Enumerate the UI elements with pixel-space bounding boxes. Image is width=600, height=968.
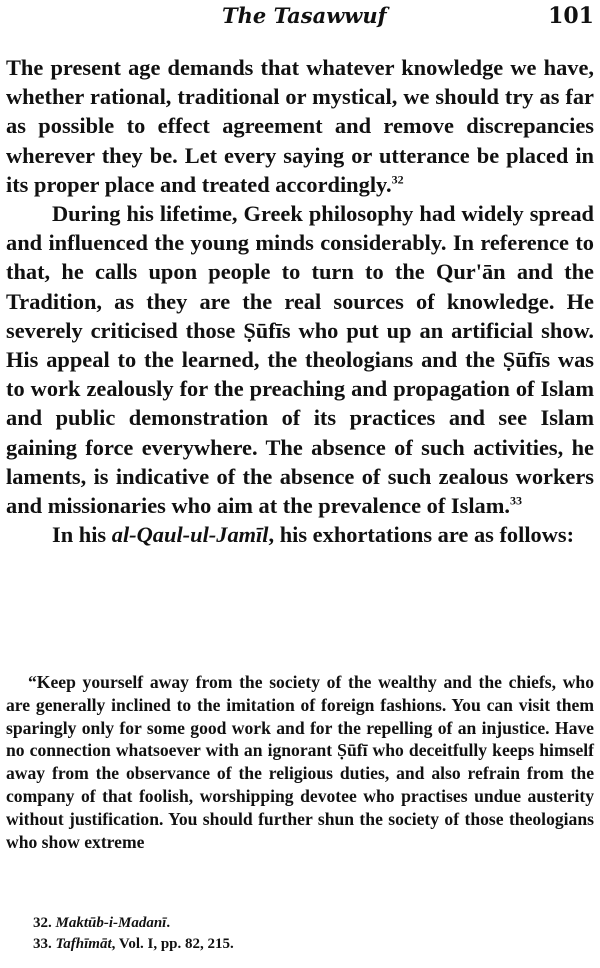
footnote-number: 32. (33, 915, 52, 931)
footnote-33 (33, 934, 593, 955)
paragraph-2 (6, 199, 594, 520)
running-title: The Tasawwuf (222, 3, 387, 28)
footnote-reference-32: 32 (391, 172, 404, 187)
footnote-32 (33, 913, 593, 934)
footnote-reference-33: 33 (510, 493, 522, 508)
main-text (6, 53, 594, 549)
footnote-number: 33. (33, 936, 52, 952)
footnote-source-detail: . (166, 915, 171, 931)
footnote-source-title: Maktūb-i-Madanī (55, 915, 167, 931)
work-title: al-Qaul-ul-Jamīl (111, 522, 269, 548)
page-header (0, 2, 600, 32)
quotation-text: “Keep yourself away from the society of the wealthy and the chiefs, who are generally inclined to the imitation of foreign fashions. You can visit them sparingly only for some good work and for the repelling of an injustice. Have no connection whatsoever with an ignorant Ṣūfī who deceitfully keeps himself away from the observance of the religious duties, and also refrain from the company of that foolish, worshipping devotee who practises undue austerity without justification. You should further shun the society of those theologians who show extreme (6, 672, 594, 852)
footnote-source-detail: , Vol. I, pp. 82, 215. (111, 936, 234, 952)
footnote-source-title: Tafhīmāt (55, 936, 112, 952)
paragraph-3-rest: , his exhortations are as follows: (268, 522, 575, 548)
footnotes (33, 913, 593, 955)
paragraph-2-text: During his lifetime, Greek philosophy had widely spread and influenced the young minds considerably. In reference to that, he calls upon people to turn to the Qur'ān and the Tradition, as they are the real sources of knowledge. He severely criticised those Ṣūfīs who put up an artificial show. His appeal to the learned, the theologians and the Ṣūfīs was to work zealously for the preaching and propagation of Islam and public demonstration of its practices and see Islam gaining force everywhere. The absence of such activities, he laments, is indicative of the absence of such zealous workers and missionaries who aim at the prevalence of Islam. (6, 201, 594, 519)
paragraph-3-lead: In his (52, 522, 112, 548)
paragraph-3 (6, 520, 594, 549)
paragraph-1-text: The present age demands that whatever knowledge we have, whether rational, traditional or mystical, we should try as far as possible to effect agreement and remove discrepancies wherever they be. Let every saying or utterance be placed in its proper place and treated accordingly. (6, 55, 594, 197)
block-quotation (6, 671, 594, 853)
page-number: 101 (548, 3, 594, 29)
paragraph-1 (6, 53, 594, 199)
